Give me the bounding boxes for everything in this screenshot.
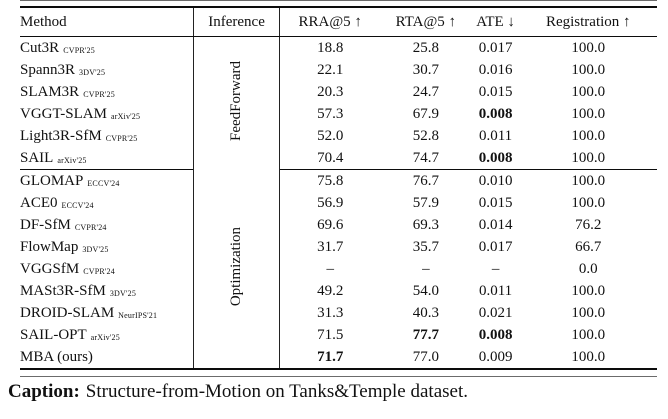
cell-rta: 54.0 [412,282,439,299]
cell-registration: 100.0 [571,105,606,122]
cell-rta: 24.7 [412,83,439,100]
cell-ate: – [491,260,500,277]
venue-label: CVPR'25 [105,133,138,143]
venue-label: CVPR'25 [83,89,115,99]
cell-rra: 69.6 [317,216,344,233]
col-header-inference: Inference [193,7,280,37]
table-row [20,280,657,302]
table-row [20,324,657,346]
cell-registration: 100.0 [520,147,658,170]
cell-registration: 100.0 [571,282,606,299]
cell-ate: 0.015 [478,194,513,211]
method-name: SAIL [20,149,54,166]
table-row [20,59,657,81]
cell-rta: 67.9 [412,105,439,122]
results-table [20,6,657,370]
method-name: VGGSfM [20,260,80,277]
table-row [20,258,657,280]
method-name: Light3R-SfM [20,127,102,144]
table-row [20,37,657,60]
figure-caption [8,381,468,403]
table-row [20,103,657,125]
cell-registration: 100.0 [571,61,606,78]
cell-registration: 100.0 [571,127,606,144]
method-name: MBA (ours) [20,348,93,365]
cell-rta: 52.8 [412,127,439,144]
method-name: SLAM3R [20,83,80,100]
venue-label: NeurIPS'21 [118,310,158,320]
cell-ate: 0.009 [478,348,513,365]
cell-rra: 71.7 [317,348,344,365]
cell-rra: 49.2 [317,282,344,299]
table-row [20,214,657,236]
venue-label: arXiv'25 [90,332,120,342]
venue-label: CVPR'24 [83,266,115,276]
table-row [20,81,657,103]
cell-ate: 0.016 [478,61,513,78]
cell-rta: 35.7 [412,238,439,255]
cell-rra: 22.1 [317,61,344,78]
cell-ate: 0.014 [478,216,513,233]
cell-ate: 0.008 [472,147,520,170]
cell-rra: 70.4 [280,147,380,170]
cell-rra: 57.3 [317,105,344,122]
cell-ate: 0.021 [478,304,513,321]
cell-rta: 69.3 [412,216,439,233]
method-name: VGGT-SLAM [20,105,107,122]
cell-rta: 77.7 [412,326,439,343]
method-name: Cut3R [20,39,60,56]
cell-rra: – [326,260,334,277]
cell-rra: 52.0 [317,127,344,144]
cell-rta: 30.7 [412,61,439,78]
cell-rta: 57.9 [412,194,439,211]
cell-ate: 0.010 [478,172,513,189]
cell-rta: 40.3 [412,304,439,321]
table-row [20,147,657,170]
venue-label: CVPR'25 [63,45,95,55]
group-label-optimization: Optimization [193,170,280,370]
method-name: Spann3R [20,61,76,78]
cell-registration: 100.0 [571,194,606,211]
cell-rra: 75.8 [317,172,344,189]
caption-label: Caption: [8,381,80,402]
table-row [20,170,657,193]
cell-registration: 0.0 [578,260,598,277]
cell-registration: 100.0 [571,326,606,343]
venue-label: arXiv'25 [110,111,141,121]
table-row [20,192,657,214]
cell-ate: 0.008 [478,105,513,122]
cell-registration: 100.0 [571,172,606,189]
cell-rra: 56.9 [317,194,344,211]
caption-text: Structure-from-Motion on Tanks&Temple dataset. [85,381,468,402]
cell-rta: 76.7 [412,172,439,189]
cell-rra: 71.5 [317,326,344,343]
table-row [20,236,657,258]
cell-registration: 100.0 [571,39,606,56]
venue-label: ECCV'24 [61,200,94,210]
table-row [20,302,657,324]
cell-rta: 25.8 [412,39,439,56]
cell-ate: 0.015 [478,83,513,100]
cell-ate: 0.008 [478,326,513,343]
venue-label: 3DV'25 [79,67,106,77]
cell-rta: 74.7 [380,147,472,170]
venue-label: CVPR'24 [74,222,107,232]
cell-rra: 20.3 [317,83,344,100]
col-header-rta: RTA@5 ↑ [380,7,472,37]
col-header-ate: ATE ↓ [472,7,520,37]
table-row [20,125,657,147]
cell-rra: 18.8 [317,39,344,56]
cell-registration: 100.0 [571,348,606,365]
method-name: GLOMAP [20,172,84,189]
method-name: DROID-SLAM [20,304,115,321]
col-header-method: Method [20,7,193,37]
method-name: ACE0 [20,194,58,211]
table-row [20,346,657,369]
cell-rra: 31.7 [317,238,344,255]
method-name: FlowMap [20,238,79,255]
venue-label: 3DV'25 [109,288,137,298]
venue-label: 3DV'25 [82,244,109,254]
cell-ate: 0.011 [478,127,513,144]
cell-registration: 66.7 [575,238,602,255]
cell-ate: 0.011 [478,282,513,299]
method-name: MASt3R-SfM [20,282,106,299]
col-header-registration: Registration ↑ [520,7,658,37]
cell-rta: – [422,260,430,277]
method-name: DF-SfM [20,216,71,233]
cell-rra: 31.3 [317,304,344,321]
cell-ate: 0.017 [478,39,513,56]
cell-rta: 77.0 [412,348,439,365]
bottom-double-rule [20,376,657,377]
cell-ate: 0.017 [478,238,513,255]
group-label-feedforward: FeedForward [193,37,280,170]
col-header-rra: RRA@5 ↑ [280,7,380,37]
venue-label: ECCV'24 [87,178,120,188]
cell-registration: 76.2 [575,216,602,233]
method-name: SAIL-OPT [20,326,87,343]
top-double-rule [20,0,657,1]
cell-registration: 100.0 [571,304,606,321]
cell-registration: 100.0 [571,83,606,100]
venue-label: arXiv'25 [57,155,87,165]
header-row [20,7,657,37]
